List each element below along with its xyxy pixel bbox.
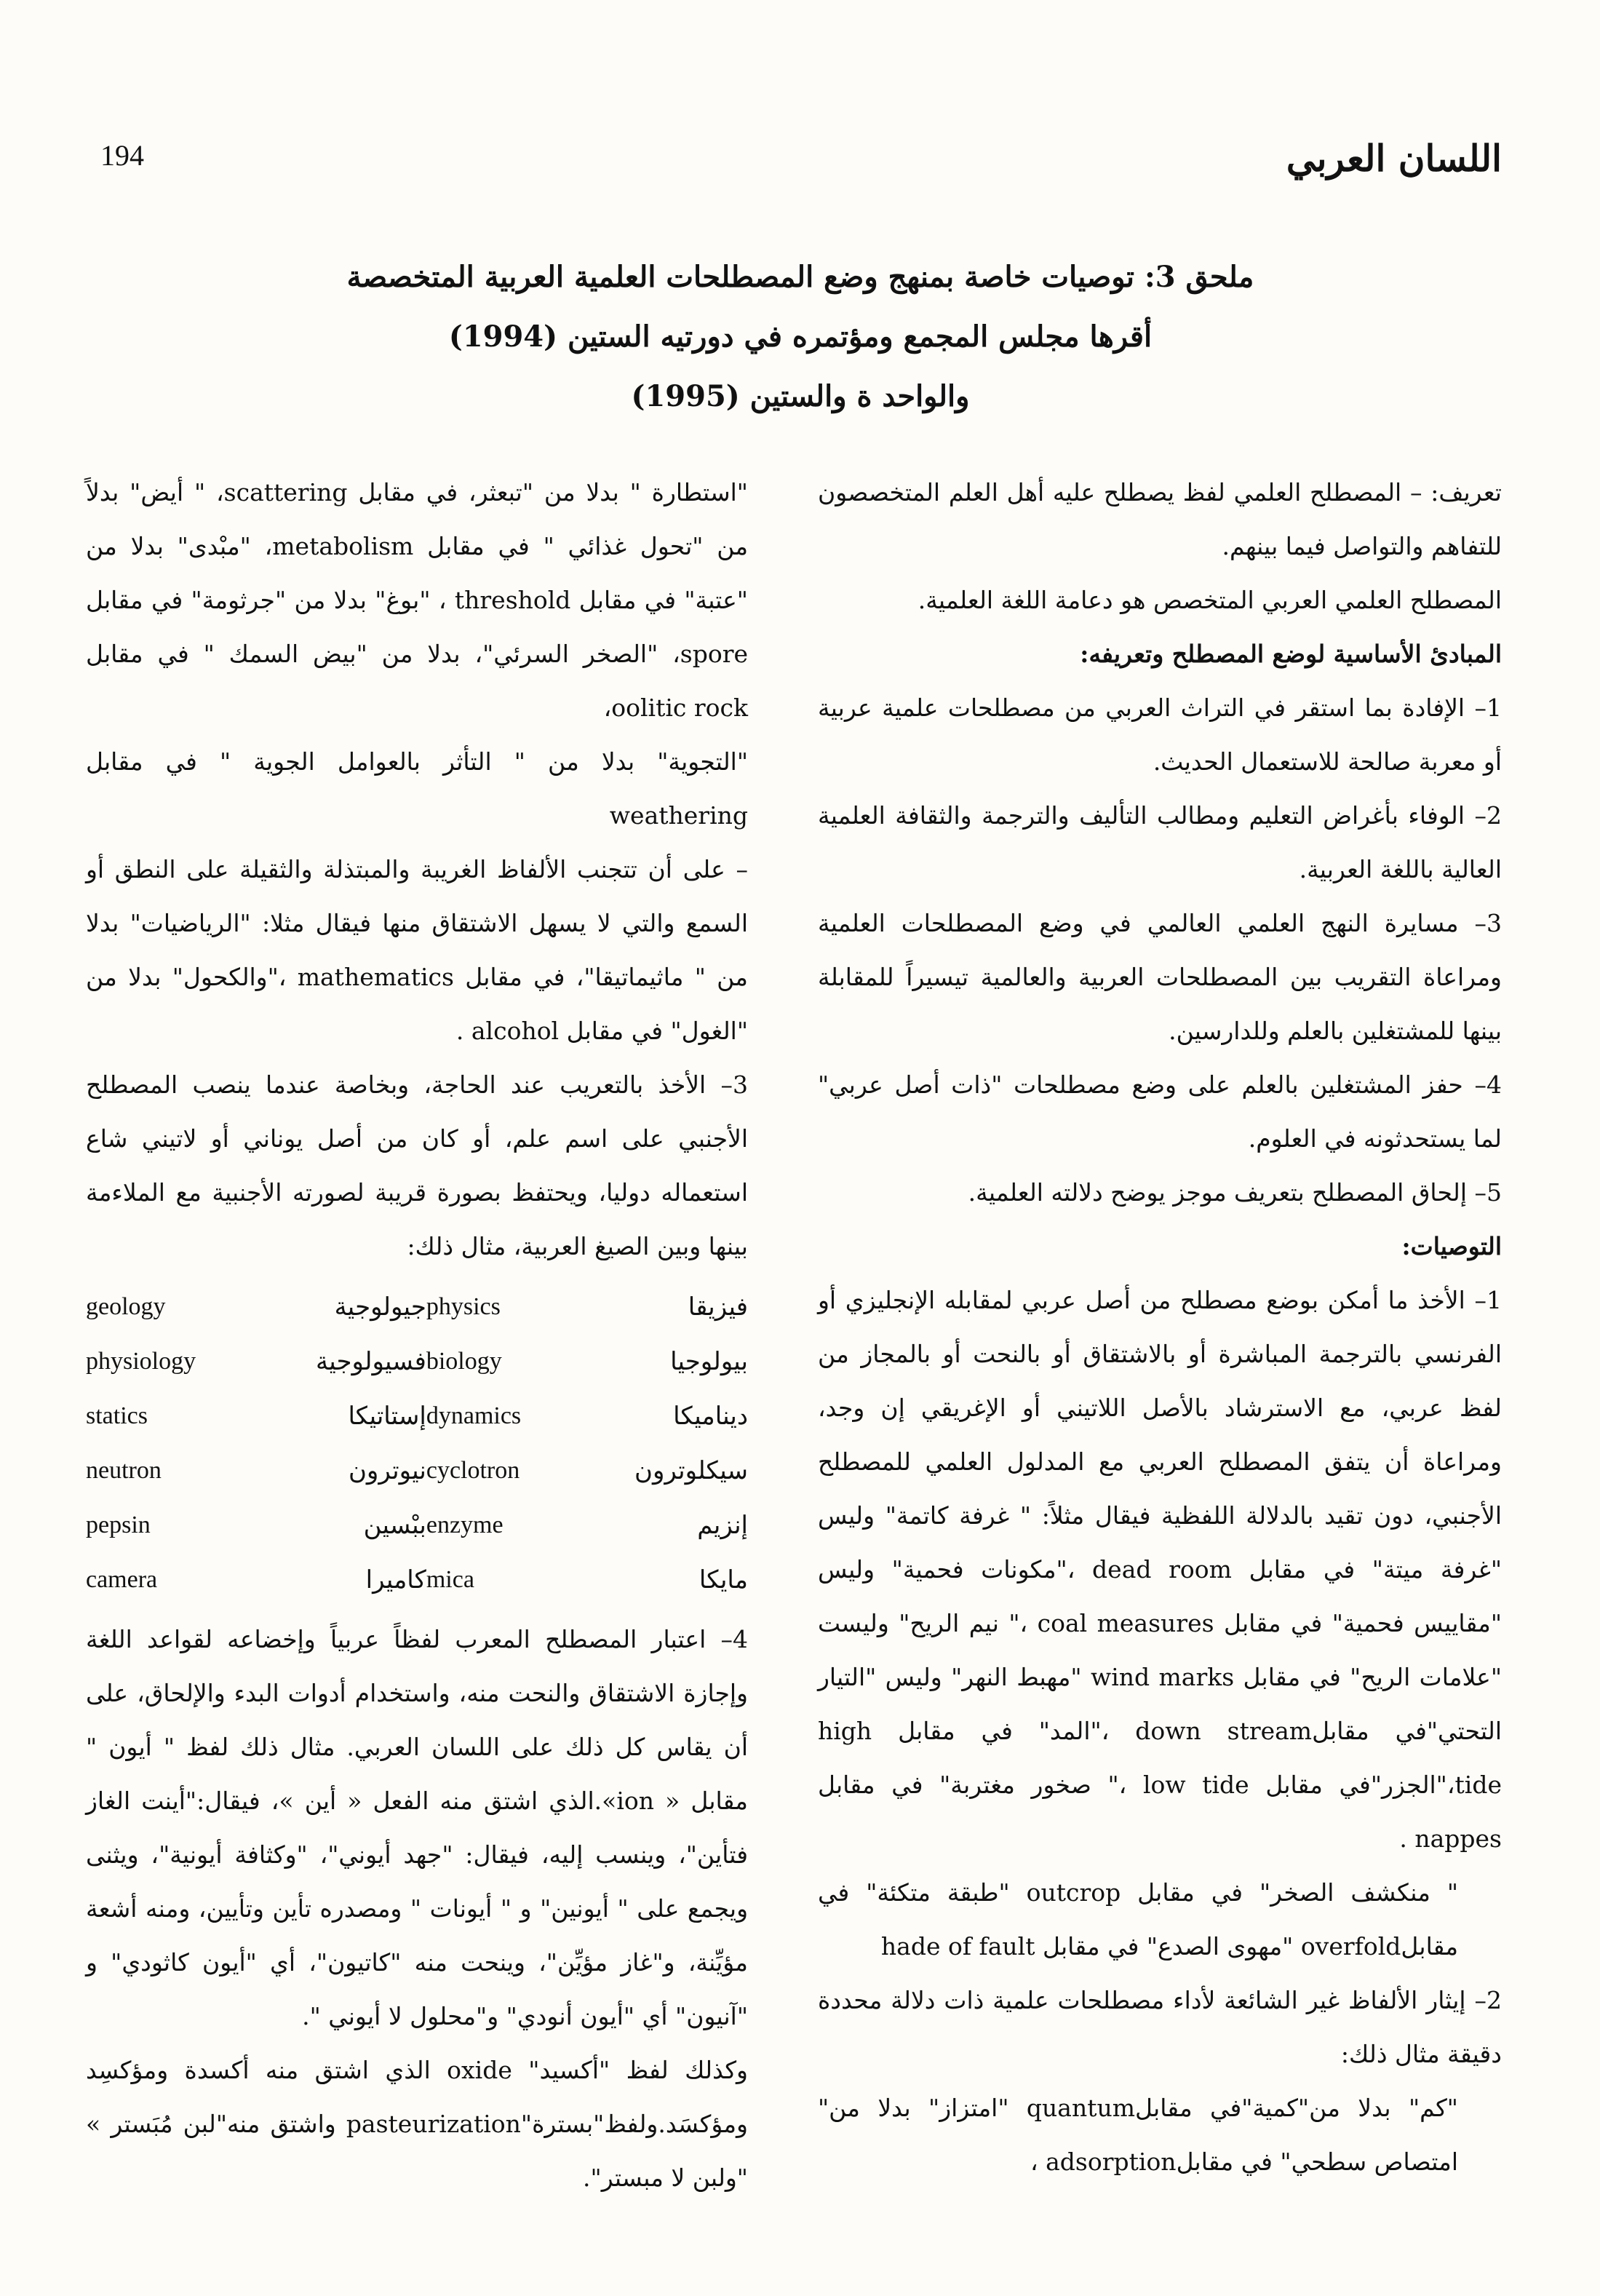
title-line-2: أقرها مجلس المجمع ومؤتمره في دورتيه الستين (1994) <box>448 319 1153 354</box>
term-arabic: مايكا <box>698 1565 748 1594</box>
term-arabic: بيولوجيا <box>670 1346 748 1376</box>
term-arabic: إنزيم <box>697 1510 748 1540</box>
page-number: 194 <box>100 139 144 172</box>
term-english: mica <box>426 1565 474 1593</box>
term-arabic: نيوترون <box>348 1455 426 1485</box>
term-english: geology <box>86 1292 166 1320</box>
term-english: enzyme <box>426 1511 504 1538</box>
term-arabic: سيكلوترون <box>634 1455 748 1485</box>
term-english: pepsin <box>86 1511 151 1538</box>
term-arabic: كاميرا <box>365 1565 426 1594</box>
term-english: physics <box>426 1292 501 1320</box>
term-english: dynamics <box>426 1402 522 1429</box>
recommendation-continuation: " منكشف الصخر" في مقابل outcrop "طبقة متكئة" في مقابلoverfold "مهوى الصدع" في مقابل hade of fault <box>818 1878 1458 1961</box>
principle-item: 2– الوفاء بأغراض التعليم ومطالب التأليف والترجمة والثقافة العلمية العالية باللغة العربية. <box>818 801 1502 883</box>
recommendation-item: 1– الأخذ ما أمكن بوضع مصطلح من أصل عربي لمقابله الإنجليزي أو الفرنسي بالترجمة المباشرة أو بالاشتقاق أو بالنحت أو بالمجاز من لفظ عربي، مع الاسترشاد بالأصل اللاتيني أو الإغريقي إن وجد، ومراعاة أن يتفق المصطلح العربي مع المدلول العلمي للمصطلح الأجنبي، دون تقيد بالدلالة اللفظية فيقال مثلاً: " غرفة كاتمة" وليس "غرفة ميتة" في مقابل dead room ،"مكونات فحمية" وليس "مقاييس فحمية" في مقابل coal measures ،" نيم الريح" وليست "علامات الريح" في مقابل wind marks "مهبط النهر" وليس "التيار التحتي"في مقابلdown stream ،"المد" في مقابل high tide،"الجزر"في مقابل low tide ،" صخور مغتربة" في مقابل nappes . <box>818 1286 1503 1853</box>
title-line-1: ملحق 3: توصيات خاصة بمنهج وضع المصطلحات العلمية العربية المتخصصة <box>346 260 1254 294</box>
term-arabic: فسيولوجية <box>316 1346 426 1376</box>
term-arabic: فيزيقا <box>688 1292 748 1322</box>
term-english: physiology <box>86 1347 196 1375</box>
paragraph: وكذلك لفظ "أكسيد" oxide الذي اشتق منه أكسدة ومؤكسِد ومؤكسَد.ولفظ"بسترة"pasteurization واشتق منه"لبن مُبَستر » "ولبن لا مبستر". <box>86 2056 748 2192</box>
term-arabic: ببْسين <box>363 1510 426 1540</box>
definition-paragraph: تعريف: – المصطلح العلمي لفظ يصطلح عليه أهل العلم المتخصصون للتفاهم والتواصل فيما بينهم. <box>818 478 1502 560</box>
principle-item: 1– الإفادة بما استقر في التراث العربي من مصطلحات علمية عربية أو معربة صالحة للاستعمال الحديث. <box>818 694 1502 776</box>
term-row <box>86 1334 748 1389</box>
paragraph: "استطارة " بدلا من "تبعثر، في مقابل scattering، " أيض" بدلاً من "تحول غذائي " في مقابل metabolism، "مبْدى" بدلا من "عتبة" في مقابل threshold ، "بوغ" بدلا من "جرثومة" في مقابل spore، "الصخر السرئي"، بدلا من "بيض السمك " في مقابل oolitic rock، <box>86 478 749 722</box>
term-arabic: ديناميكا <box>673 1401 748 1431</box>
recommendation-continuation: "كم" بدلا من"كمية"في مقابلquantum "امتزاز" بدلا من" امتصاص سطحي" في مقابلadsorption ، <box>818 2094 1458 2176</box>
term-row <box>86 1498 748 1552</box>
term-table <box>86 1279 748 1607</box>
principle-item: 4– حفز المشتغلين بالعلم على وضع مصطلحات "ذات أصل عربي" لما يستحدثونه في العلوم. <box>818 1070 1502 1153</box>
principle-item: 5– إلحاق المصطلح بتعريف موجز يوضح دلالته العلمية. <box>968 1178 1502 1207</box>
term-english: neutron <box>86 1456 162 1484</box>
term-arabic: إستاتيكا <box>348 1401 426 1431</box>
right-column <box>818 466 1502 2189</box>
term-arabic: جيولوجية <box>334 1292 426 1322</box>
section-heading: التوصيات: <box>1401 1232 1502 1260</box>
paragraph: 4– اعتبار المصطلح المعرب لفظاً عربياً وإخضاعه لقواعد اللغة وإجازة الاشتقاق والنحت منه، واستخدام أدوات البدء والإلحاق، على أن يقاس كل ذلك على اللسان العربي. مثال ذلك لفظ " أيون " مقابل « ion».الذي اشتق منه الفعل « أين »، فيقال:"أينت الغاز فتأين"، وينسب إليه، فيقال: "جهد أيوني"، "وكثافة أيونية"، ويثنى ويجمع على " أيونين" و " أيونات " ومصدره تأين وتأيين، ومنه أشعة مؤيِّنة، و"غاز مؤيِّن"، وينحت منه "كاتيون"، أي "أيون كاثودي" و "آنيون" أي "أيون أنودي" و"محلول لا أيوني ". <box>86 1625 748 2030</box>
term-row <box>86 1389 748 1443</box>
definition-paragraph: المصطلح العلمي العربي المتخصص هو دعامة اللغة العلمية. <box>918 586 1502 614</box>
left-column <box>86 466 748 2205</box>
term-english: statics <box>86 1402 148 1429</box>
term-english: camera <box>86 1565 158 1593</box>
journal-title: اللسان العربي <box>1286 137 1502 180</box>
paragraph: – على أن تتجنب الألفاظ الغريبة والمبتذلة والثقيلة على النطق أو السمع والتي لا يسهل الاشتقاق منها فيقال مثلا: "الرياضيات" بدلا من " ماثيماتيقا"، في مقابل mathematics ،"والكحول" بدلا من "الغول" في مقابل alcohol . <box>86 855 748 1045</box>
paragraph: "التجوية" بدلا من " التأثر بالعوامل الجوية " في مقابل weathering <box>86 747 748 830</box>
appendix-title <box>291 247 1310 426</box>
term-english: biology <box>426 1347 502 1375</box>
title-line-3: والواحد ة والستين (1995) <box>631 379 970 413</box>
recommendation-item: 2– إيثار الألفاظ غير الشائعة لأداء مصطلحات علمية ذات دلالة محددة دقيقة مثال ذلك: <box>818 1986 1502 2068</box>
term-row <box>86 1552 748 1607</box>
term-row <box>86 1443 748 1498</box>
term-row <box>86 1279 748 1334</box>
paragraph: 3– الأخذ بالتعريب عند الحاجة، وبخاصة عندما ينصب المصطلح الأجنبي على اسم علم، أو كان من أصل يوناني أو لاتيني شاع استعماله دوليا، ويحتفظ بصورة قريبة لصورته الأجنبية مع الملاءمة بينها وبين الصيغ العربية، مثال ذلك: <box>86 1070 748 1260</box>
section-heading: المبادئ الأساسية لوضع المصطلح وتعريفه: <box>1080 640 1502 668</box>
principle-item: 3– مسايرة النهج العلمي العالمي في وضع المصطلحات العلمية ومراعاة التقريب بين المصطلحات العربية والعالمية تيسيراً للمقابلة بينها للمشتغلين بالعلم وللدارسين. <box>818 909 1502 1045</box>
term-english: cyclotron <box>426 1456 520 1484</box>
